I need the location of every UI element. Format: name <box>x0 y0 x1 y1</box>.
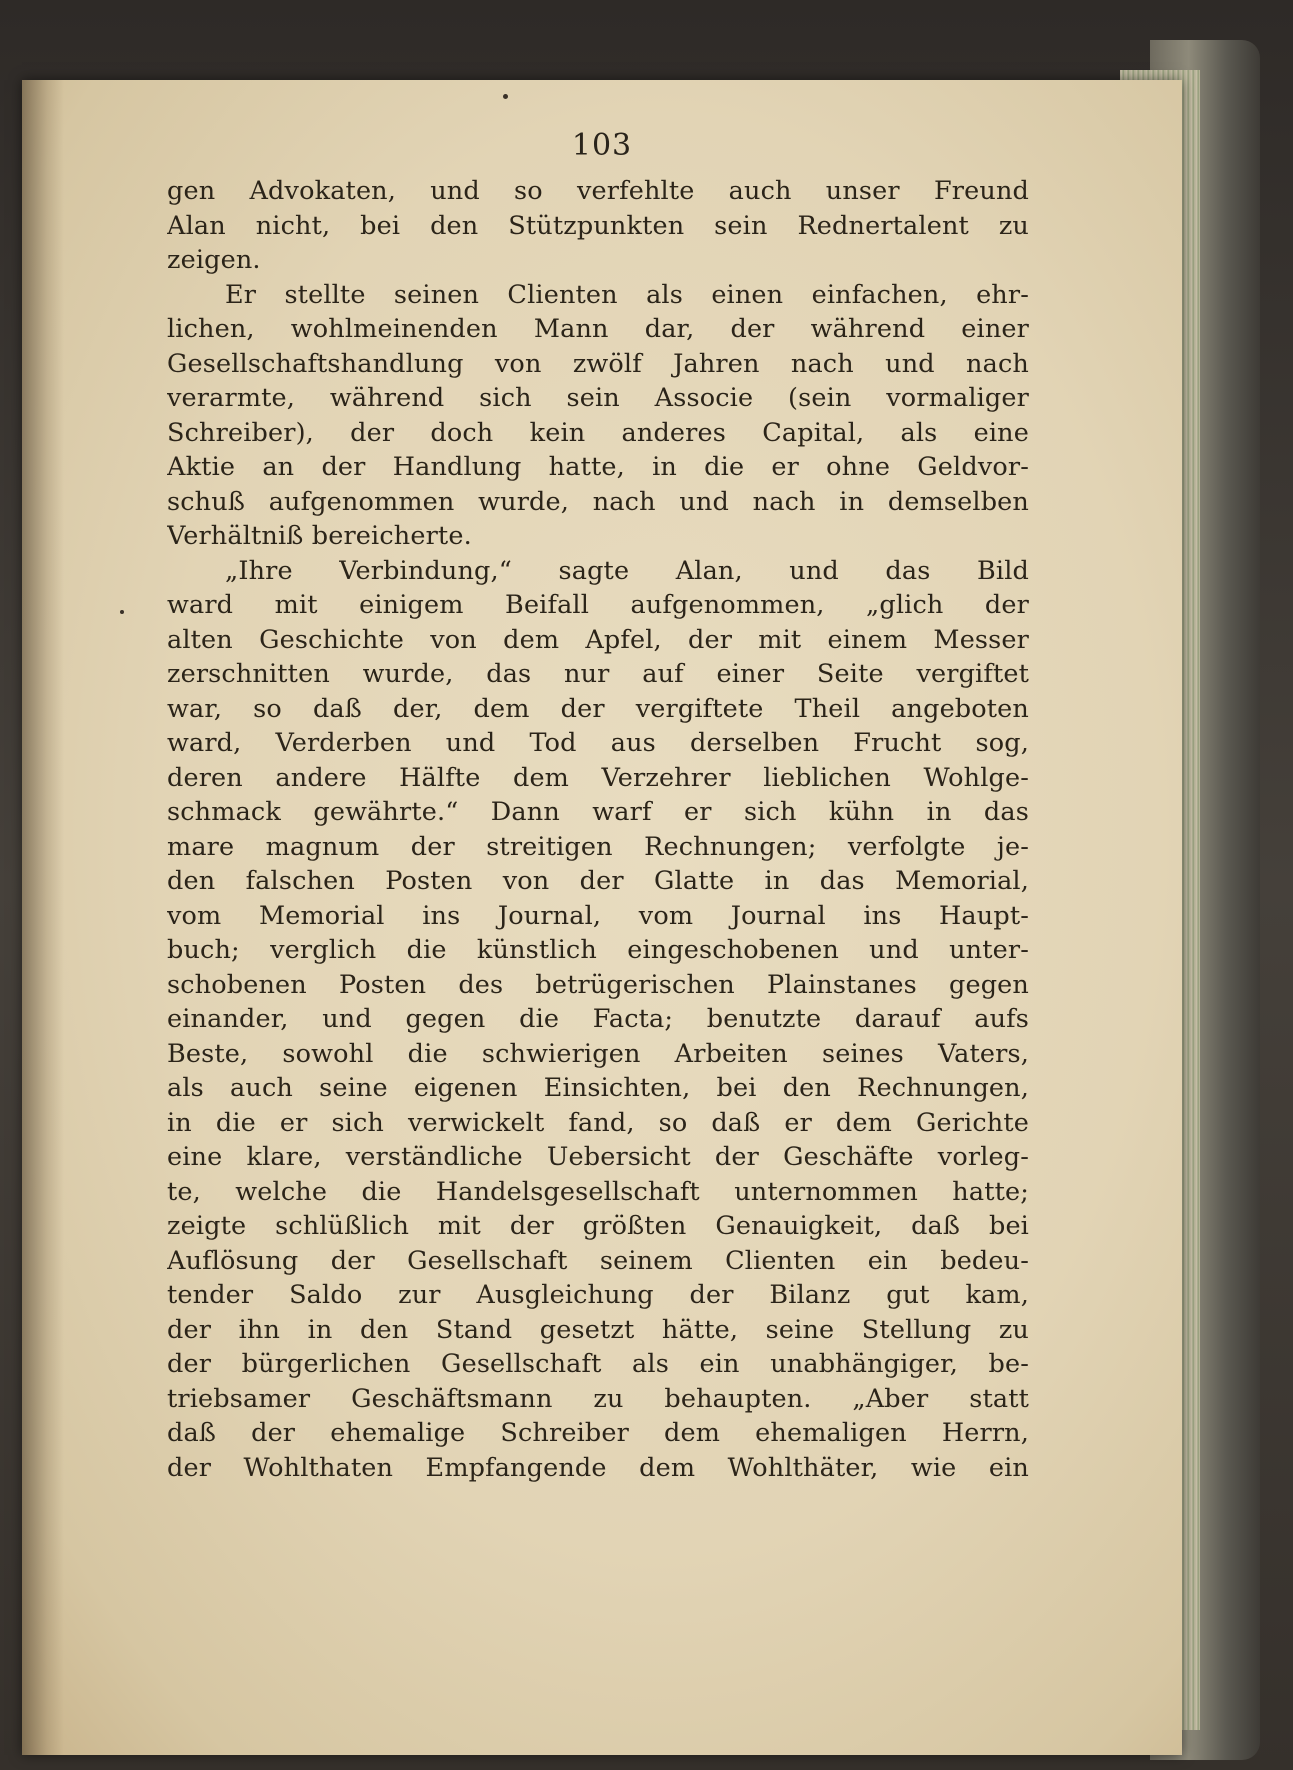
text-line: zerschnitten wurde, das nur auf einer Seite vergiftet <box>167 659 1029 689</box>
text-line: lichen, wohlmeinenden Mann dar, der während einer <box>167 314 1029 344</box>
text-line: Gesellschaftshandlung von zwölf Jahren nach und nach <box>167 348 1029 379</box>
text-line: te, welche die Handelsgesellschaft unternommen hatte; <box>167 1176 1029 1207</box>
text-line: war, so daß der, dem der vergiftete Theil angeboten <box>167 693 1029 724</box>
text-line: mare magnum der streitigen Rechnungen; verfolgte je- <box>167 831 1029 862</box>
text-line: triebsamer Geschäftsmann zu behaupten. „Aber statt <box>167 1383 1029 1414</box>
text-line: verarmte, während sich sein Associe (sein vormaliger <box>167 383 1029 413</box>
text-line: alten Geschichte von dem Apfel, der mit einem Messer <box>167 624 1029 655</box>
text-line: Beste, sowohl die schwierigen Arbeiten seines Vaters, <box>167 1038 1029 1069</box>
ink-speck <box>503 94 508 99</box>
text-line: Alan nicht, bei den Stützpunkten sein Rednertalent zu <box>167 210 1029 241</box>
page-number: 103 <box>571 128 633 163</box>
text-line: buch; verglich die künstlich eingeschobenen und unter- <box>167 935 1029 965</box>
text-line: ward, Verderben und Tod aus derselben Frucht sog, <box>167 728 1029 758</box>
text-line: Schreiber), der doch kein anderes Capital, als eine <box>167 417 1029 448</box>
text-line: den falschen Posten von der Glatte in das Memorial, <box>167 866 1029 896</box>
text-line: daß der ehemalige Schreiber dem ehemaligen Herrn, <box>167 1418 1029 1448</box>
text-line: als auch seine eigenen Einsichten, bei den Rechnungen, <box>167 1073 1029 1103</box>
text-line: einander, und gegen die Facta; benutzte darauf aufs <box>167 1004 1029 1034</box>
text-line: „Ihre Verbindung,“ sagte Alan, und das Bild <box>225 555 1029 586</box>
text-line: tender Saldo zur Ausgleichung der Bilanz gut kam, <box>167 1280 1029 1310</box>
text-line: Aktie an der Handlung hatte, in die er ohne Geldvor- <box>167 452 1029 482</box>
text-line: der Wohlthaten Empfangende dem Wohlthäter, wie ein <box>167 1452 1029 1483</box>
text-line: der bürgerlichen Gesellschaft als ein unabhängiger, be- <box>167 1349 1029 1379</box>
page-gutter-shadow <box>22 80 64 1755</box>
ink-speck <box>120 610 124 614</box>
text-line: schuß aufgenommen wurde, nach und nach in demselben <box>167 486 1029 517</box>
text-line: schobenen Posten des betrügerischen Plainstanes gegen <box>167 969 1029 1000</box>
book-page <box>22 80 1182 1755</box>
text-line: in die er sich verwickelt fand, so daß er dem Gerichte <box>167 1107 1029 1138</box>
text-line: deren andere Hälfte dem Verzehrer lieblichen Wohlge- <box>167 762 1029 793</box>
text-line: Er stellte seinen Clienten als einen einfachen, ehr- <box>225 279 1029 310</box>
text-line: der ihn in den Stand gesetzt hätte, seine Stellung zu <box>167 1314 1029 1345</box>
page-text-block <box>167 174 1029 1485</box>
text-line: vom Memorial ins Journal, vom Journal ins Haupt- <box>167 900 1029 931</box>
text-line: zeigen. <box>167 245 261 275</box>
text-line: ward mit einigem Beifall aufgenommen, „glich der <box>167 590 1029 620</box>
text-line: eine klare, verständliche Uebersicht der Geschäfte vorleg- <box>167 1142 1029 1172</box>
text-line: schmack gewährte.“ Dann warf er sich kühn in das <box>167 797 1029 827</box>
text-line: zeigte schlüßlich mit der größten Genauigkeit, daß bei <box>167 1211 1029 1241</box>
text-line: Auflösung der Gesellschaft seinem Clienten ein bedeu- <box>167 1245 1029 1276</box>
text-line: Verhältniß bereicherte. <box>167 521 472 551</box>
text-line: gen Advokaten, und so verfehlte auch unser Freund <box>167 176 1029 206</box>
